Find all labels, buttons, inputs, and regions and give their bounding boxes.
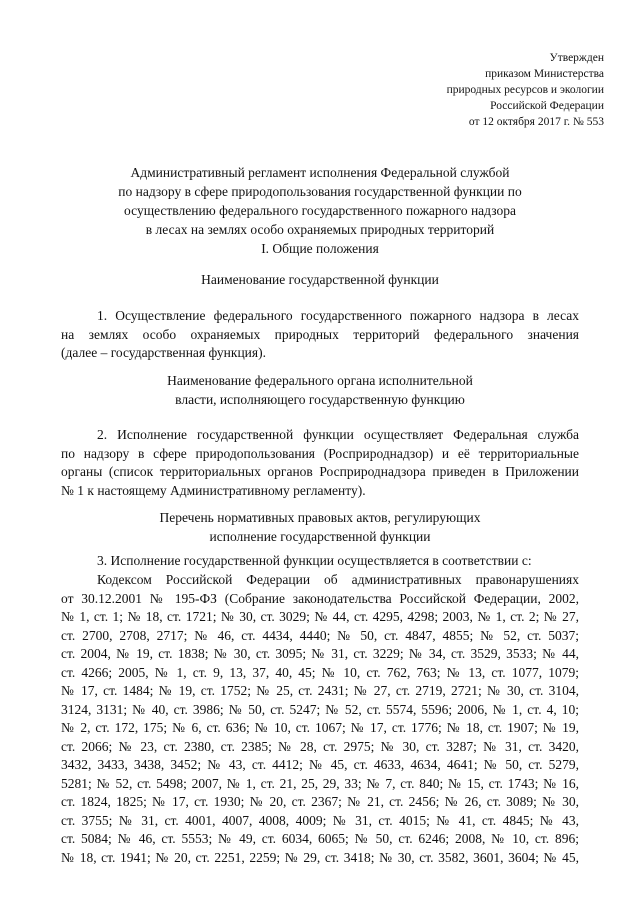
paragraph-line: органы (список территориальных органов Росприроднадзора приведен в Приложении: [61, 464, 579, 479]
paragraph-line: № 17, ст. 1484; № 19, ст. 1752; № 25, ст. 2431; № 27, ст. 2719, 2721; № 30, ст. 3104,: [61, 683, 579, 698]
paragraph-line: ст. 4266; 2005, № 1, ст. 9, 13, 37, 40, 45; № 10, ст. 762, 763; № 13, ст. 1077, 1079;: [61, 664, 579, 680]
document-title: [60, 163, 580, 239]
subheading-function-name: Наименование государственной функции: [201, 272, 439, 287]
approval-line: от 12 октября 2017 г. № 553: [468, 116, 604, 128]
paragraph-line: по надзору в сфере природопользования (Росприроднадзор) и её территориальные: [61, 445, 579, 461]
approval-line: Российской Федерации: [490, 100, 604, 112]
paragraph-line: ст. 2004, № 19, ст. 1838; № 30, ст. 3095; № 31, ст. 3229; № 34, ст. 3529, 3533; № 44,: [61, 646, 579, 661]
paragraph-line: Кодексом Российской Федерации об административных правонарушениях: [97, 572, 579, 587]
paragraph-line: 1. Осуществление федерального государственного пожарного надзора в лесах: [97, 308, 579, 323]
paragraph-line: 3. Исполнение государственной функции осуществляется в соответствии с:: [97, 553, 532, 568]
paragraph-line: № 18, ст. 1941; № 20, ст. 2251, 2259; № 29, ст. 3418; № 30, ст. 3582, 3601, 3604; № 45,: [61, 849, 579, 865]
paragraph-line: ст. 1824, 1825; № 17, ст. 1930; № 20, ст. 2367; № 21, ст. 2456; № 26, ст. 3089; № 30,: [61, 794, 579, 809]
approval-line: природных ресурсов и экологии: [446, 84, 604, 96]
subheading-legal-acts: Перечень нормативных правовых актов, регулирующих исполнение государственной функции: [159, 510, 481, 544]
title-line: в лесах на землях особо охраняемых природных территорий: [145, 222, 495, 237]
paragraph-1: [61, 307, 579, 363]
approval-line: Утвержден: [549, 52, 604, 64]
paragraph-line: от 30.12.2001 № 195-ФЗ (Собрание законодательства Российской Федерации, 2002,: [61, 590, 579, 606]
paragraph-3: [61, 552, 579, 571]
paragraph-line: № 2, ст. 172, 175; № 6, ст. 636; № 10, ст. 1067; № 17, ст. 1776; № 18, ст. 1907; № 19,: [61, 720, 579, 735]
title-line: по надзору в сфере природопользования государственной функции по: [118, 184, 522, 199]
paragraph-line: 3432, 3433, 3438, 3452; № 43, ст. 4412; № 45, ст. 4633, 4634, 4641; № 50, ст. 5279,: [61, 757, 579, 772]
paragraph-line: ст. 5084; № 46, ст. 5553; № 49, ст. 6034, 6065; № 50, ст. 6246; 2008, № 10, ст. 896;: [61, 831, 579, 846]
approval-block: [364, 50, 604, 130]
paragraph-line: 5281; № 52, ст. 5498; 2007, № 1, ст. 21, 25, 29, 33; № 7, ст. 840; № 15, ст. 1743; № 16,: [61, 775, 579, 791]
paragraph-line: 2. Исполнение государственной функции осуществляет Федеральная служба: [97, 427, 579, 442]
paragraph-line: № 1 к настоящему Административному регламенту).: [61, 482, 366, 498]
section-heading: I. Общие положения: [261, 241, 379, 256]
title-line: Административный регламент исполнения Федеральной службой: [130, 165, 510, 180]
paragraph-line: (далее – государственная функция).: [61, 345, 266, 360]
paragraph-line: № 1, ст. 1; № 18, ст. 1721; № 30, ст. 3029; № 44, ст. 4295, 4298; 2003, № 1, ст. 2; № 27,: [61, 609, 579, 624]
paragraph-2: [61, 426, 579, 500]
paragraph-line: ст. 3755; № 31, ст. 4001, 4007, 4008, 4009; № 31, ст. 4015; № 41, ст. 4845; № 43,: [61, 812, 579, 828]
paragraph-line: на землях особо охраняемых природных территорий федерального значения: [61, 326, 579, 342]
paragraph-line: ст. 2066; № 23, ст. 2380, ст. 2385; № 28, ст. 2975; № 30, ст. 3287; № 31, ст. 3420,: [61, 738, 579, 754]
approval-line: приказом Министерства: [485, 68, 604, 80]
subheading-executive-body: Наименование федерального органа исполнительной власти, исполняющего государственную функцию: [167, 373, 473, 407]
paragraph-4-citations: [61, 571, 579, 867]
title-line: осуществлению федерального государственного пожарного надзора: [124, 203, 516, 218]
paragraph-line: 3124, 3131; № 40, ст. 3986; № 50, ст. 5247; № 52, ст. 5574, 5596; 2006, № 1, ст. 4, 10;: [61, 701, 579, 717]
paragraph-line: ст. 2700, 2708, 2717; № 46, ст. 4434, 4440; № 50, ст. 4847, 4855; № 52, ст. 5037;: [61, 627, 579, 643]
